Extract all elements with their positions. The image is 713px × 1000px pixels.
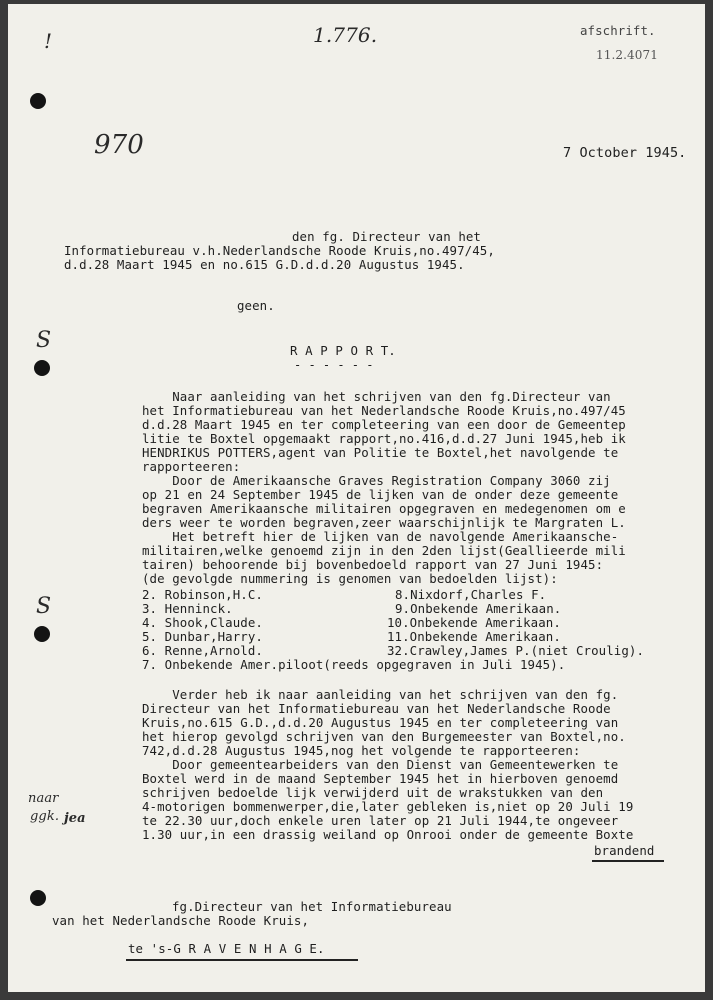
list-item: 11.Onbekende Amerikaan.	[387, 629, 561, 644]
addressee-line: d.d.28 Maart 1945 en no.615 G.D.d.d.20 Augustus 1945.	[64, 257, 465, 272]
body-line: Kruis,no.615 G.D.,d.d.20 Augustus 1945 en ter completeering van	[142, 715, 619, 730]
body-line: op 21 en 24 September 1945 de lijken van de onder deze gemeente	[142, 487, 619, 502]
body-line: Naar aanleiding van het schrijven van den fg.Directeur van	[142, 389, 611, 404]
body-line: schrijven bedoelde lijk verwijderd uit de wrakstukken van den	[142, 785, 604, 800]
copy-reference: 11.2.4071	[596, 48, 658, 62]
body-line: militairen,welke genoemd zijn in den 2den lijst(Geallieerde mili	[142, 543, 626, 558]
document-page	[8, 4, 705, 992]
list-item: 4. Shook,Claude.	[142, 615, 263, 630]
body-line: rapporteeren:	[142, 459, 241, 474]
list-item: 8.Nixdorf,Charles F.	[395, 587, 547, 602]
title-underline: - - - - - -	[294, 358, 374, 372]
addressee-line: den fg. Directeur van het	[292, 229, 481, 244]
continuation-word: brandend	[594, 843, 655, 858]
margin-note-line: naar	[28, 791, 59, 806]
list-item: 3. Henninck.	[142, 601, 233, 616]
list-item: 10.Onbekende Amerikaan.	[387, 615, 561, 630]
margin-mark-upper: S	[36, 328, 52, 353]
document-date: 7 October 1945.	[563, 145, 687, 161]
continuation-underline	[592, 860, 664, 862]
body-line: HENDRIKUS POTTERS,agent van Politie te Boxtel,het navolgende te	[142, 445, 619, 460]
footer-line: van het Nederlandsche Roode Kruis,	[52, 913, 310, 928]
body-line: Verder heb ik naar aanleiding van het schrijven van den fg.	[142, 687, 619, 702]
body-line: d.d.28 Maart 1945 en ter completeering van een door de Gemeentep	[142, 417, 626, 432]
punch-hole-top	[30, 93, 46, 109]
body-line: (de gevolgde nummering is genomen van bedoelden lijst):	[142, 571, 558, 586]
margin-note-line: ggk.	[30, 809, 60, 824]
body-line: Het betreft hier de lijken van de navolgende Amerikaansche-	[142, 529, 619, 544]
report-title: R A P P O R T.	[290, 343, 396, 358]
body-line: het Informatiebureau van het Nederlandsche Roode Kruis,no.497/45	[142, 403, 626, 418]
body-line: Door de Amerikaansche Graves Registration Company 3060 zij	[142, 473, 611, 488]
punch-hole-lower-middle	[34, 626, 50, 642]
body-line: begraven Amerikaansche militairen opgegraven en medegenomen om e	[142, 501, 626, 516]
margin-mark-lower: S	[36, 594, 52, 619]
body-line: tairen) behoorende bij bovenbedoeld rapport van 27 Juni 1945:	[142, 557, 604, 572]
footer-underline	[126, 959, 358, 961]
list-item: 5. Dunbar,Harry.	[142, 629, 263, 644]
margin-mark-top: !	[44, 29, 53, 53]
body-line: ders weer te worden begraven,zeer waarschijnlijk te Margraten L.	[142, 515, 626, 530]
list-item: 7. Onbekende Amer.piloot(reeds opgegraven in Juli 1945).	[142, 657, 566, 672]
punch-hole-upper-middle	[34, 360, 50, 376]
salutation: geen.	[237, 298, 275, 313]
file-number: 1.776.	[313, 23, 378, 47]
body-line: 4-motorigen bommenwerper,die,later gebleken is,niet op 20 Juli 19	[142, 799, 634, 814]
list-item: 9.Onbekende Amerikaan.	[395, 601, 562, 616]
body-line: 742,d.d.28 Augustus 1945,nog het volgende te rapporteeren:	[142, 743, 581, 758]
body-line: het hierop gevolgd schrijven van den Burgemeester van Boxtel,no.	[142, 729, 626, 744]
list-item: 32.Crawley,James P.(niet Croulig).	[387, 643, 645, 658]
body-line: Directeur van het Informatiebureau van het Nederlandsche Roode	[142, 701, 611, 716]
body-line: Door gemeentearbeiders van den Dienst van Gemeentewerken te	[142, 757, 619, 772]
footer-line: te 's-G R A V E N H A G E.	[128, 941, 325, 956]
body-line: Boxtel werd in de maand September 1945 het in hierboven genoemd	[142, 771, 619, 786]
list-item: 2. Robinson,H.C.	[142, 587, 263, 602]
body-line: litie te Boxtel opgemaakt rapport,no.416,d.d.27 Juni 1945,heb ik	[142, 431, 626, 446]
list-item: 6. Renne,Arnold.	[142, 643, 263, 658]
document-number: 970	[94, 130, 144, 160]
footer-line: fg.Directeur van het Informatiebureau	[172, 899, 452, 914]
margin-note-line: jea	[64, 811, 86, 826]
punch-hole-bottom	[30, 890, 46, 906]
copy-label: afschrift.	[580, 23, 656, 38]
body-line: 1.30 uur,in een drassig weiland op Onrooi onder de gemeente Boxte	[142, 827, 634, 842]
addressee-line: Informatiebureau v.h.Nederlandsche Roode Kruis,no.497/45,	[64, 243, 495, 258]
body-line: te 22.30 uur,doch enkele uren later op 21 Juli 1944,te ongeveer	[142, 813, 619, 828]
